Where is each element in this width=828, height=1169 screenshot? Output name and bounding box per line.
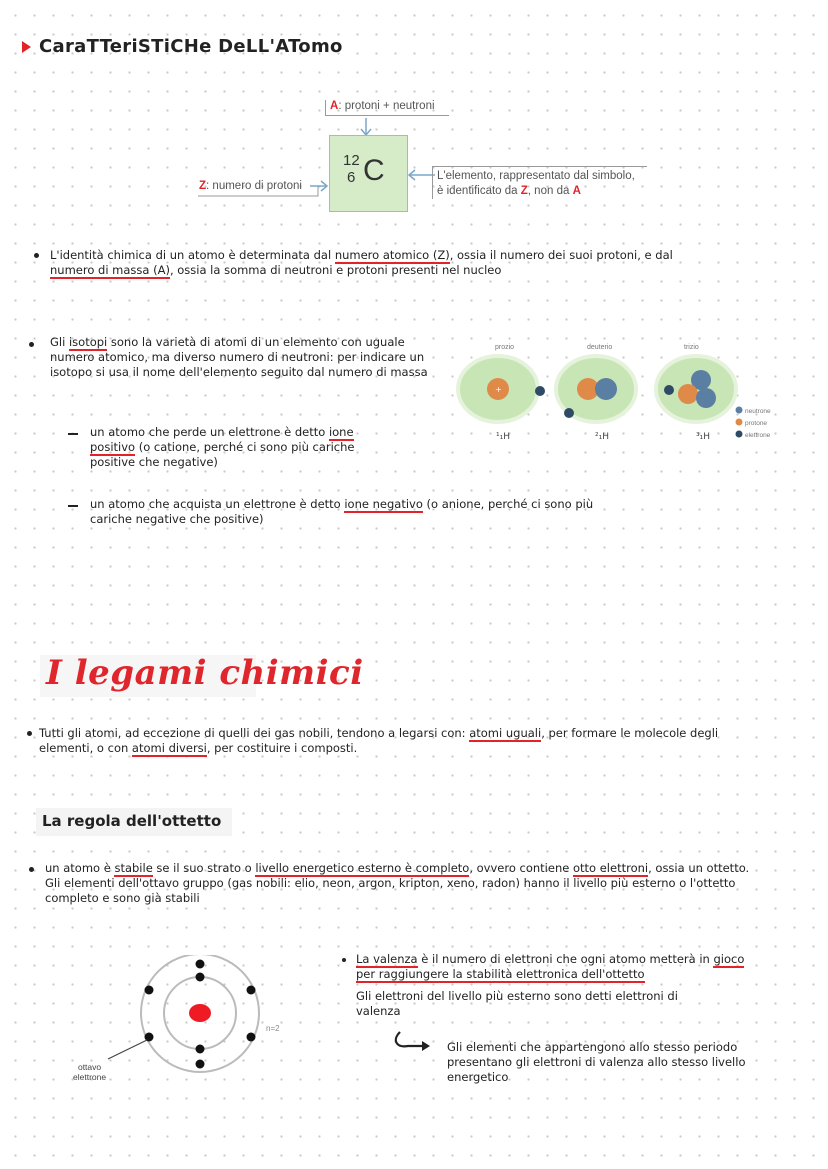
isotope-symbol: ²₁H bbox=[595, 432, 609, 442]
svg-text:+: + bbox=[495, 385, 502, 394]
paragraph-period: Gli elementi che appartengono allo stesso periodo presentano gli elettroni di valenza allo stesso livello energetico bbox=[447, 1040, 746, 1084]
highlight-same-atoms: atomi uguali bbox=[469, 726, 542, 740]
label-right-line2 bbox=[437, 184, 647, 199]
paragraph-negative-ion bbox=[90, 497, 610, 527]
highlight-valence: La valenza bbox=[356, 952, 418, 966]
dash-icon bbox=[68, 433, 78, 435]
atomic-number: 6 bbox=[347, 169, 356, 186]
label-right-z: Z bbox=[520, 185, 528, 197]
pointer-label bbox=[73, 1062, 106, 1082]
highlight-mass-number: numero di massa (A) bbox=[50, 263, 170, 277]
label-right-a: A bbox=[572, 185, 581, 197]
section-title-octet: La regola dell'ottetto bbox=[42, 812, 222, 830]
highlight-isotopes: isotopi bbox=[68, 335, 108, 349]
text: (o catione, perché ci sono più cariche positive che negative) bbox=[90, 440, 355, 469]
dash-icon bbox=[68, 505, 78, 507]
highlight-stability: gioco per raggiungere la stabilità elettronica dell'ottetto bbox=[356, 952, 745, 981]
isotope-name: trizio bbox=[684, 344, 699, 351]
mass-number: 12 bbox=[343, 152, 360, 169]
isotope-symbol: ³₁H bbox=[696, 432, 710, 442]
label-z-prefix: Z bbox=[199, 180, 207, 192]
text: sono la varietà di atomi di un elemento con uguale numero atomico, ma diverso numero di neutroni: per indicare un isotopo si usa il nome dell'elemento seguito dal numero di massa bbox=[50, 335, 428, 379]
paragraph-isotopes bbox=[50, 335, 445, 380]
arrow-z-icon bbox=[198, 178, 330, 198]
paragraph-valence-electrons: Gli elettroni del livello più esterno sono detti elettroni di valenza bbox=[356, 989, 678, 1018]
paragraph-identity bbox=[50, 248, 750, 278]
neutron bbox=[595, 378, 617, 400]
pointer-label-line1: ottavo bbox=[77, 1062, 102, 1072]
highlight-different-atoms: atomi diversi bbox=[131, 741, 207, 755]
neutron bbox=[696, 388, 716, 408]
highlight-atomic-number: numero atomico (Z) bbox=[334, 248, 450, 262]
text: , per formare le molecole degli elementi, o con bbox=[39, 726, 719, 755]
paragraph-octet bbox=[45, 861, 755, 906]
text: L'identità chimica di un atomo è determinata dal bbox=[50, 248, 335, 262]
text: un atomo che acquista un elettrone è detto bbox=[90, 497, 345, 511]
bullet-icon bbox=[342, 958, 346, 962]
highlight-positive-ion: ione positivo bbox=[90, 425, 354, 454]
highlight-negative-ion: ione negativo bbox=[344, 497, 423, 511]
text: , ossia il numero dei suoi protoni, e dal bbox=[449, 248, 673, 262]
legend-label: protone bbox=[745, 420, 768, 427]
section-marker-icon bbox=[22, 41, 31, 53]
nucleus bbox=[189, 1004, 211, 1022]
legend-label: elettrone bbox=[745, 432, 771, 439]
curved-arrow-icon bbox=[392, 1030, 432, 1054]
text: un atomo che perde un elettrone è detto bbox=[90, 425, 329, 439]
paragraph-valence bbox=[356, 952, 756, 982]
bullet-icon bbox=[34, 253, 39, 258]
legend-label: neutrone bbox=[745, 408, 771, 415]
electron bbox=[564, 408, 574, 418]
paragraph-positive-ion bbox=[90, 425, 395, 470]
text: , ovvero contiene bbox=[469, 861, 573, 875]
highlight-energy-level: livello energetico esterno è completo bbox=[255, 861, 470, 875]
electron bbox=[664, 385, 674, 395]
section-title-atom: CaraTTeriSTiCHe DeLL'ATomo bbox=[39, 36, 343, 57]
bullet-icon bbox=[27, 731, 32, 736]
paragraph-bonds bbox=[39, 726, 759, 756]
bullet-icon bbox=[29, 867, 34, 872]
isotope-name: deuterio bbox=[587, 344, 613, 351]
label-z-text: : numero di protoni bbox=[206, 180, 302, 192]
shell-label: n=2 bbox=[266, 1024, 280, 1033]
proton bbox=[678, 384, 698, 404]
electron bbox=[535, 386, 545, 396]
bullet-icon bbox=[29, 342, 34, 347]
text: Tutti gli atomi, ad eccezione di quelli dei gas nobili, tendono a legarsi con: bbox=[39, 726, 470, 740]
text: , per costituire i composti. bbox=[206, 741, 358, 755]
label-a bbox=[325, 100, 449, 116]
label-right-line2-a: è identificato da bbox=[437, 185, 521, 197]
text: Gli bbox=[50, 335, 69, 349]
label-a-prefix: A bbox=[330, 100, 339, 112]
text: (o anione, perché ci sono più cariche negative che positive) bbox=[90, 497, 594, 526]
text: , ossia la somma di neutroni e protoni presenti nel nucleo bbox=[169, 263, 502, 277]
pointer-label-line2: elettrone bbox=[73, 1072, 107, 1082]
label-right-line1: L'elemento, rappresentato dal simbolo, bbox=[437, 170, 635, 182]
text: se il suo strato o bbox=[152, 861, 256, 875]
isotope-name: prozio bbox=[495, 344, 515, 351]
element-symbol: C bbox=[363, 154, 385, 187]
text: è il numero di elettroni che ogni atomo metterà in bbox=[417, 952, 714, 966]
highlight-eight-electrons: otto elettroni bbox=[572, 861, 649, 875]
label-a-text: : protoni + neutroni bbox=[338, 100, 435, 112]
label-right-line2-b: , non da bbox=[527, 185, 573, 197]
text: , ossia un ottetto. Gli elementi dell'ottavo gruppo (gas nobili: elio, neon, argon, kripton, xeno, radon) hanno il livello più esterno o l'ottetto completo e sono già stabili bbox=[45, 861, 750, 905]
text: un atomo è bbox=[45, 861, 115, 875]
arrow-right-icon bbox=[396, 160, 436, 200]
section-title-bonds: I legami chimici bbox=[46, 653, 364, 693]
label-right bbox=[432, 166, 647, 199]
isotope-symbol: ¹₁H bbox=[496, 432, 510, 442]
isotope-figure bbox=[452, 338, 792, 448]
highlight-stable: stabile bbox=[114, 861, 153, 875]
